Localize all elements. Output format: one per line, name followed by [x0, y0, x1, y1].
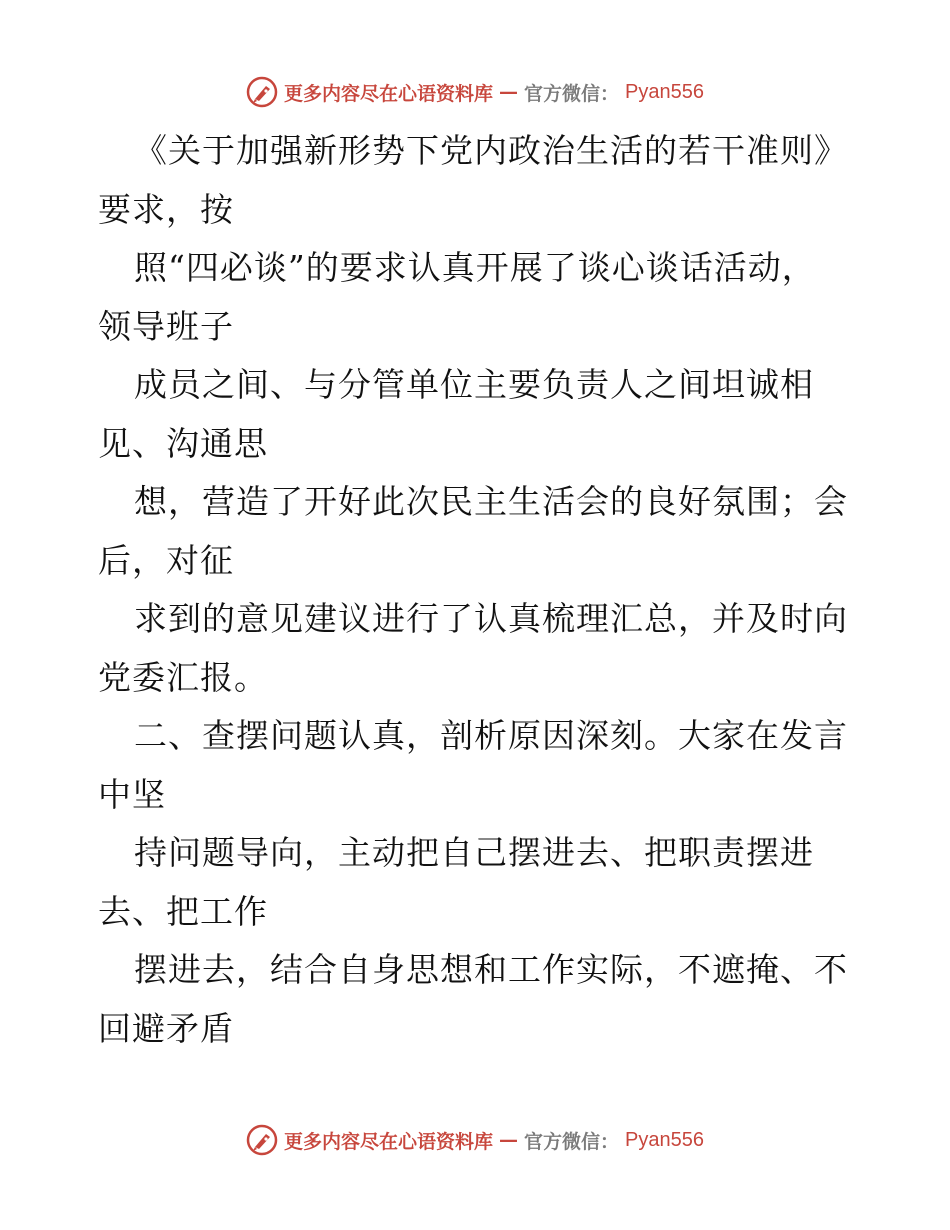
text-line: 回避矛盾	[98, 1008, 234, 1048]
text-line: 想，营造了开好此次民主生活会的良好氛围；会	[134, 482, 848, 521]
pen-nib-logo-icon	[246, 76, 278, 108]
text-line: 去、把工作	[98, 891, 268, 931]
text-line: 照“四必谈”的要求认真开展了谈心谈话活动，	[134, 248, 816, 287]
header-watermark	[0, 72, 950, 112]
watermark-separator: —	[499, 1129, 519, 1151]
watermark-contact-label: 官方微信：	[524, 82, 620, 105]
text-line: 见、沟通思	[98, 423, 268, 463]
watermark-contact-id: Pyan556	[625, 80, 704, 103]
text-line: 摆进去，结合自身思想和工作实际，不遮掩、不	[134, 950, 848, 989]
watermark-contact-id: Pyan556	[625, 1128, 704, 1151]
document-body	[98, 122, 858, 1058]
footer-watermark	[0, 1120, 950, 1160]
text-line: 党委汇报。	[98, 657, 268, 697]
text-line: 持问题导向，主动把自己摆进去、把职责摆进	[134, 833, 814, 872]
pen-nib-logo-icon	[246, 1124, 278, 1156]
watermark-text: 更多内容尽在心语资料库	[284, 1130, 494, 1153]
text-line: 成员之间、与分管单位主要负责人之间坦诚相	[134, 365, 814, 404]
text-line: 要求，按	[98, 189, 234, 229]
text-line: 中坚	[98, 774, 166, 814]
watermark-contact-label: 官方微信：	[524, 1130, 620, 1153]
text-line: 二、查摆问题认真，剖析原因深刻。大家在发言	[134, 716, 848, 755]
watermark-separator: —	[499, 81, 519, 103]
watermark-text: 更多内容尽在心语资料库	[284, 82, 494, 105]
text-line: 《关于加强新形势下党内政治生活的若干准则》	[134, 131, 848, 170]
text-line: 求到的意见建议进行了认真梳理汇总，并及时向	[134, 599, 848, 638]
text-line: 后，对征	[98, 540, 234, 580]
text-line: 领导班子	[98, 306, 234, 346]
